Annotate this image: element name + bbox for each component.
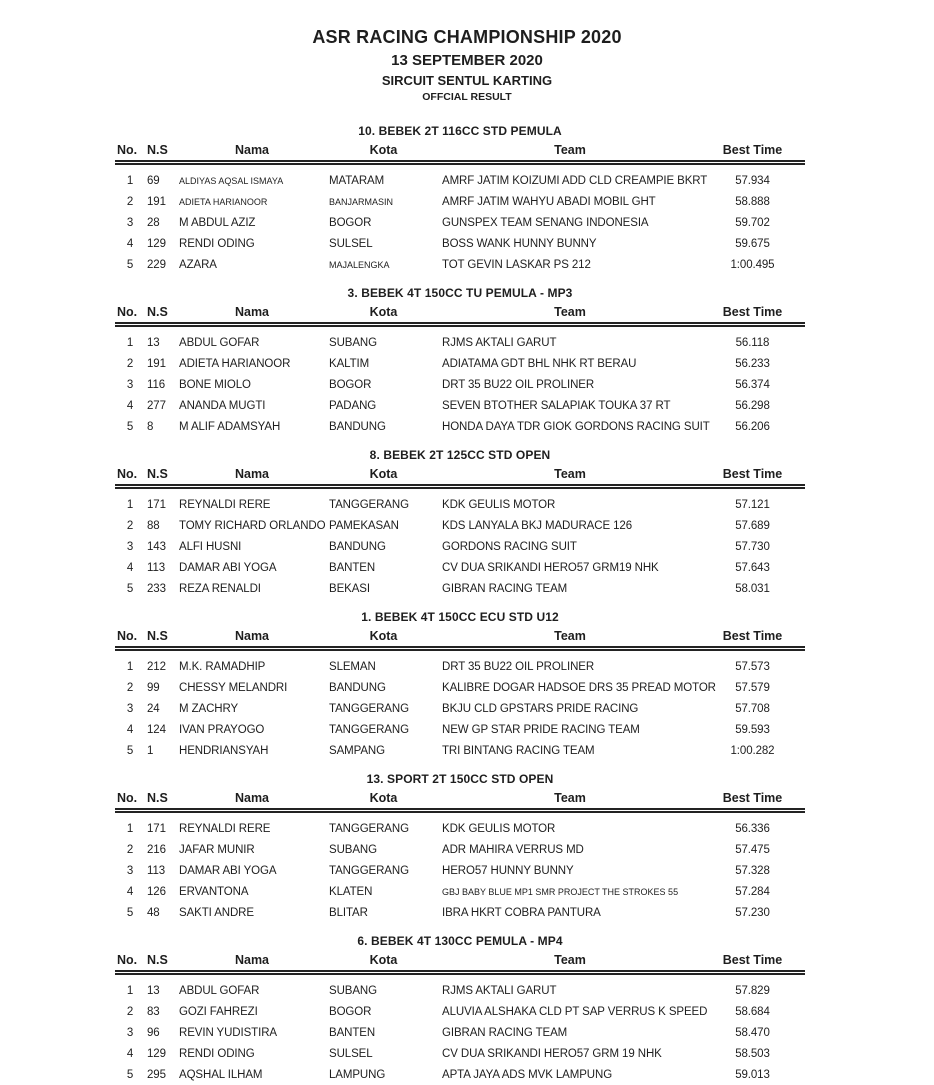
table-row	[115, 881, 805, 902]
cell-position: 5	[115, 740, 145, 761]
cell-position: 5	[115, 578, 145, 599]
cell-team: AMRF JATIM KOIZUMI ADD CLD CREAMPIE BKRT	[440, 163, 700, 192]
cell-city: TANGGERANG	[327, 719, 440, 740]
cell-start-number: 277	[145, 395, 177, 416]
cell-start-number: 83	[145, 1001, 177, 1022]
race-class-section	[0, 610, 934, 761]
table-row	[115, 557, 805, 578]
table-row	[115, 860, 805, 881]
cell-start-number: 88	[145, 515, 177, 536]
cell-team: KDS LANYALA BKJ MADURACE 126	[440, 515, 700, 536]
cell-start-number: 113	[145, 557, 177, 578]
cell-team: APTA JAYA ADS MVK LAMPUNG	[440, 1064, 700, 1085]
column-header-no: No.	[115, 466, 145, 487]
cell-position: 1	[115, 649, 145, 678]
cell-city: BANDUNG	[327, 536, 440, 557]
cell-team: DRT 35 BU22 OIL PROLINER	[440, 374, 700, 395]
section-title: 1. BEBEK 4T 150CC ECU STD U12	[115, 610, 805, 624]
cell-team: GIBRAN RACING TEAM	[440, 578, 700, 599]
cell-city: SUBANG	[327, 839, 440, 860]
cell-city: SUBANG	[327, 973, 440, 1002]
table-header	[115, 790, 805, 811]
table-row	[115, 1043, 805, 1064]
table-row	[115, 973, 805, 1002]
cell-city: BOGOR	[327, 1001, 440, 1022]
cell-team: SEVEN BTOTHER SALAPIAK TOUKA 37 RT	[440, 395, 700, 416]
table-header-row	[115, 628, 805, 649]
cell-team: GORDONS RACING SUIT	[440, 536, 700, 557]
cell-city: SAMPANG	[327, 740, 440, 761]
cell-city: BLITAR	[327, 902, 440, 923]
column-header-nama: Nama	[177, 628, 327, 649]
cell-start-number: 171	[145, 811, 177, 840]
cell-city: TANGGERANG	[327, 487, 440, 516]
cell-rider-name: ALDIYAS AQSAL ISMAYA	[177, 163, 327, 192]
table-header-row	[115, 304, 805, 325]
column-header-no: No.	[115, 952, 145, 973]
cell-team: KDK GEULIS MOTOR	[440, 811, 700, 840]
cell-best-time: 59.593	[700, 719, 805, 740]
table-header	[115, 952, 805, 973]
table-row	[115, 740, 805, 761]
cell-position: 1	[115, 163, 145, 192]
results-table	[115, 304, 805, 437]
cell-best-time: 57.573	[700, 649, 805, 678]
cell-team: TOT GEVIN LASKAR PS 212	[440, 254, 700, 275]
cell-start-number: 129	[145, 1043, 177, 1064]
cell-best-time: 57.934	[700, 163, 805, 192]
table-row	[115, 325, 805, 354]
section-title: 6. BEBEK 4T 130CC PEMULA - MP4	[115, 934, 805, 948]
column-header-ns: N.S	[145, 142, 177, 163]
cell-best-time: 57.708	[700, 698, 805, 719]
table-row	[115, 191, 805, 212]
cell-best-time: 59.013	[700, 1064, 805, 1085]
cell-start-number: 113	[145, 860, 177, 881]
championship-title: ASR RACING CHAMPIONSHIP 2020	[0, 27, 934, 48]
cell-city: PAMEKASAN	[327, 515, 440, 536]
column-header-nama: Nama	[177, 466, 327, 487]
cell-rider-name: REYNALDI RERE	[177, 487, 327, 516]
column-header-no: No.	[115, 142, 145, 163]
cell-best-time: 57.643	[700, 557, 805, 578]
cell-city: BOGOR	[327, 374, 440, 395]
cell-position: 4	[115, 1043, 145, 1064]
cell-best-time: 56.233	[700, 353, 805, 374]
table-row	[115, 1022, 805, 1043]
column-header-kota: Kota	[327, 304, 440, 325]
cell-position: 1	[115, 325, 145, 354]
cell-city: TANGGERANG	[327, 811, 440, 840]
cell-city: MATARAM	[327, 163, 440, 192]
cell-best-time: 56.298	[700, 395, 805, 416]
column-header-nama: Nama	[177, 952, 327, 973]
cell-position: 2	[115, 1001, 145, 1022]
cell-position: 5	[115, 254, 145, 275]
cell-position: 4	[115, 557, 145, 578]
cell-team: DRT 35 BU22 OIL PROLINER	[440, 649, 700, 678]
cell-rider-name: DAMAR ABI YOGA	[177, 860, 327, 881]
cell-start-number: 116	[145, 374, 177, 395]
cell-team: HERO57 HUNNY BUNNY	[440, 860, 700, 881]
cell-city: TANGGERANG	[327, 860, 440, 881]
cell-start-number: 96	[145, 1022, 177, 1043]
cell-city: SULSEL	[327, 1043, 440, 1064]
cell-team: GBJ BABY BLUE MP1 SMR PROJECT THE STROKES 55	[440, 881, 700, 902]
section-title: 3. BEBEK 4T 150CC TU PEMULA - MP3	[115, 286, 805, 300]
cell-city: KLATEN	[327, 881, 440, 902]
cell-rider-name: AZARA	[177, 254, 327, 275]
cell-start-number: 28	[145, 212, 177, 233]
column-header-best-time: Best Time	[700, 790, 805, 811]
cell-city: BANTEN	[327, 557, 440, 578]
official-result-label: OFFCIAL RESULT	[0, 91, 934, 103]
table-row	[115, 902, 805, 923]
cell-rider-name: REVIN YUDISTIRA	[177, 1022, 327, 1043]
cell-start-number: 212	[145, 649, 177, 678]
results-sections	[0, 124, 934, 1085]
cell-best-time: 57.328	[700, 860, 805, 881]
cell-team: CV DUA SRIKANDI HERO57 GRM19 NHK	[440, 557, 700, 578]
cell-rider-name: DAMAR ABI YOGA	[177, 557, 327, 578]
cell-rider-name: REYNALDI RERE	[177, 811, 327, 840]
table-header-row	[115, 466, 805, 487]
cell-position: 5	[115, 416, 145, 437]
table-row	[115, 677, 805, 698]
results-table	[115, 952, 805, 1085]
table-row	[115, 353, 805, 374]
cell-city: TANGGERANG	[327, 698, 440, 719]
cell-start-number: 126	[145, 881, 177, 902]
cell-position: 3	[115, 698, 145, 719]
column-header-nama: Nama	[177, 142, 327, 163]
cell-city: BEKASI	[327, 578, 440, 599]
cell-position: 3	[115, 536, 145, 557]
cell-city: KALTIM	[327, 353, 440, 374]
table-row	[115, 515, 805, 536]
cell-rider-name: M ALIF ADAMSYAH	[177, 416, 327, 437]
table-body	[115, 811, 805, 924]
cell-team: KDK GEULIS MOTOR	[440, 487, 700, 516]
table-header-row	[115, 142, 805, 163]
cell-team: GIBRAN RACING TEAM	[440, 1022, 700, 1043]
cell-team: BKJU CLD GPSTARS PRIDE RACING	[440, 698, 700, 719]
race-class-section	[0, 448, 934, 599]
column-header-best-time: Best Time	[700, 304, 805, 325]
cell-start-number: 99	[145, 677, 177, 698]
cell-position: 4	[115, 233, 145, 254]
column-header-ns: N.S	[145, 628, 177, 649]
table-body	[115, 487, 805, 600]
column-header-best-time: Best Time	[700, 952, 805, 973]
column-header-team: Team	[440, 142, 700, 163]
cell-start-number: 216	[145, 839, 177, 860]
table-body	[115, 163, 805, 276]
cell-start-number: 13	[145, 973, 177, 1002]
cell-position: 3	[115, 374, 145, 395]
column-header-kota: Kota	[327, 466, 440, 487]
cell-rider-name: ALFI HUSNI	[177, 536, 327, 557]
document-header	[0, 0, 934, 103]
cell-rider-name: ABDUL GOFAR	[177, 325, 327, 354]
cell-position: 5	[115, 1064, 145, 1085]
table-row	[115, 163, 805, 192]
cell-city: BANJARMASIN	[327, 191, 440, 212]
cell-team: ALUVIA ALSHAKA CLD PT SAP VERRUS K SPEED	[440, 1001, 700, 1022]
column-header-no: No.	[115, 304, 145, 325]
cell-best-time: 57.284	[700, 881, 805, 902]
cell-position: 2	[115, 515, 145, 536]
cell-start-number: 229	[145, 254, 177, 275]
cell-team: ADIATAMA GDT BHL NHK RT BERAU	[440, 353, 700, 374]
cell-rider-name: ADIETA HARIANOOR	[177, 191, 327, 212]
cell-city: PADANG	[327, 395, 440, 416]
table-row	[115, 536, 805, 557]
column-header-team: Team	[440, 466, 700, 487]
cell-team: CV DUA SRIKANDI HERO57 GRM 19 NHK	[440, 1043, 700, 1064]
column-header-team: Team	[440, 952, 700, 973]
cell-position: 2	[115, 839, 145, 860]
table-row	[115, 416, 805, 437]
race-class-section	[0, 124, 934, 275]
cell-team: TRI BINTANG RACING TEAM	[440, 740, 700, 761]
column-header-kota: Kota	[327, 142, 440, 163]
cell-best-time: 56.336	[700, 811, 805, 840]
table-header-row	[115, 952, 805, 973]
cell-best-time: 58.888	[700, 191, 805, 212]
cell-start-number: 191	[145, 191, 177, 212]
cell-rider-name: AQSHAL ILHAM	[177, 1064, 327, 1085]
cell-rider-name: M ABDUL AZIZ	[177, 212, 327, 233]
column-header-ns: N.S	[145, 466, 177, 487]
cell-best-time: 57.689	[700, 515, 805, 536]
table-row	[115, 811, 805, 840]
column-header-best-time: Best Time	[700, 142, 805, 163]
cell-start-number: 233	[145, 578, 177, 599]
table-row	[115, 487, 805, 516]
cell-position: 5	[115, 902, 145, 923]
cell-best-time: 58.503	[700, 1043, 805, 1064]
cell-rider-name: SAKTI ANDRE	[177, 902, 327, 923]
table-row	[115, 839, 805, 860]
cell-position: 1	[115, 487, 145, 516]
cell-best-time: 59.702	[700, 212, 805, 233]
cell-start-number: 129	[145, 233, 177, 254]
cell-rider-name: ANANDA MUGTI	[177, 395, 327, 416]
column-header-nama: Nama	[177, 790, 327, 811]
cell-start-number: 1	[145, 740, 177, 761]
cell-best-time: 58.470	[700, 1022, 805, 1043]
column-header-team: Team	[440, 790, 700, 811]
cell-rider-name: ABDUL GOFAR	[177, 973, 327, 1002]
table-header	[115, 304, 805, 325]
cell-team: RJMS AKTALI GARUT	[440, 325, 700, 354]
cell-start-number: 171	[145, 487, 177, 516]
cell-position: 3	[115, 1022, 145, 1043]
results-table	[115, 466, 805, 599]
cell-position: 2	[115, 191, 145, 212]
cell-start-number: 124	[145, 719, 177, 740]
cell-rider-name: ADIETA HARIANOOR	[177, 353, 327, 374]
cell-best-time: 56.206	[700, 416, 805, 437]
cell-best-time: 58.684	[700, 1001, 805, 1022]
cell-team: NEW GP STAR PRIDE RACING TEAM	[440, 719, 700, 740]
results-table	[115, 628, 805, 761]
table-row	[115, 233, 805, 254]
cell-position: 4	[115, 395, 145, 416]
cell-city: BANTEN	[327, 1022, 440, 1043]
race-class-section	[0, 286, 934, 437]
cell-best-time: 1:00.495	[700, 254, 805, 275]
column-header-team: Team	[440, 304, 700, 325]
cell-team: GUNSPEX TEAM SENANG INDONESIA	[440, 212, 700, 233]
section-title: 10. BEBEK 2T 116CC STD PEMULA	[115, 124, 805, 138]
cell-team: IBRA HKRT COBRA PANTURA	[440, 902, 700, 923]
column-header-team: Team	[440, 628, 700, 649]
cell-start-number: 191	[145, 353, 177, 374]
cell-rider-name: CHESSY MELANDRI	[177, 677, 327, 698]
column-header-no: No.	[115, 790, 145, 811]
cell-best-time: 56.118	[700, 325, 805, 354]
cell-city: BOGOR	[327, 212, 440, 233]
cell-best-time: 1:00.282	[700, 740, 805, 761]
cell-city: SUBANG	[327, 325, 440, 354]
column-header-best-time: Best Time	[700, 628, 805, 649]
section-title: 13. SPORT 2T 150CC STD OPEN	[115, 772, 805, 786]
cell-position: 1	[115, 811, 145, 840]
table-row	[115, 254, 805, 275]
cell-team: HONDA DAYA TDR GIOK GORDONS RACING SUIT	[440, 416, 700, 437]
cell-rider-name: JAFAR MUNIR	[177, 839, 327, 860]
cell-rider-name: TOMY RICHARD ORLANDO	[177, 515, 327, 536]
table-row	[115, 1064, 805, 1085]
cell-team: ADR MAHIRA VERRUS MD	[440, 839, 700, 860]
cell-start-number: 295	[145, 1064, 177, 1085]
column-header-no: No.	[115, 628, 145, 649]
table-body	[115, 973, 805, 1085]
table-header	[115, 142, 805, 163]
table-body	[115, 325, 805, 438]
column-header-nama: Nama	[177, 304, 327, 325]
cell-position: 2	[115, 677, 145, 698]
cell-rider-name: IVAN PRAYOGO	[177, 719, 327, 740]
table-row	[115, 719, 805, 740]
cell-best-time: 57.829	[700, 973, 805, 1002]
cell-city: SLEMAN	[327, 649, 440, 678]
cell-best-time: 58.031	[700, 578, 805, 599]
column-header-kota: Kota	[327, 628, 440, 649]
results-table	[115, 142, 805, 275]
section-title: 8. BEBEK 2T 125CC STD OPEN	[115, 448, 805, 462]
cell-start-number: 48	[145, 902, 177, 923]
cell-rider-name: RENDI ODING	[177, 1043, 327, 1064]
cell-best-time: 57.475	[700, 839, 805, 860]
race-class-section	[0, 934, 934, 1085]
cell-start-number: 24	[145, 698, 177, 719]
column-header-ns: N.S	[145, 304, 177, 325]
table-body	[115, 649, 805, 762]
event-venue: SIRCUIT SENTUL KARTING	[0, 73, 934, 88]
race-class-section	[0, 772, 934, 923]
cell-city: LAMPUNG	[327, 1064, 440, 1085]
cell-best-time: 59.675	[700, 233, 805, 254]
cell-city: BANDUNG	[327, 416, 440, 437]
column-header-kota: Kota	[327, 790, 440, 811]
cell-position: 3	[115, 860, 145, 881]
table-row	[115, 698, 805, 719]
cell-rider-name: REZA RENALDI	[177, 578, 327, 599]
cell-rider-name: GOZI FAHREZI	[177, 1001, 327, 1022]
cell-team: KALIBRE DOGAR HADSOE DRS 35 PREAD MOTOR	[440, 677, 700, 698]
cell-city: BANDUNG	[327, 677, 440, 698]
column-header-best-time: Best Time	[700, 466, 805, 487]
cell-best-time: 56.374	[700, 374, 805, 395]
cell-team: AMRF JATIM WAHYU ABADI MOBIL GHT	[440, 191, 700, 212]
table-header	[115, 628, 805, 649]
table-row	[115, 395, 805, 416]
cell-start-number: 13	[145, 325, 177, 354]
table-row	[115, 578, 805, 599]
cell-position: 1	[115, 973, 145, 1002]
cell-team: BOSS WANK HUNNY BUNNY	[440, 233, 700, 254]
cell-best-time: 57.230	[700, 902, 805, 923]
column-header-ns: N.S	[145, 790, 177, 811]
cell-start-number: 8	[145, 416, 177, 437]
cell-position: 4	[115, 719, 145, 740]
cell-city: MAJALENGKA	[327, 254, 440, 275]
cell-start-number: 69	[145, 163, 177, 192]
table-row	[115, 1001, 805, 1022]
cell-city: SULSEL	[327, 233, 440, 254]
table-row	[115, 649, 805, 678]
event-date: 13 SEPTEMBER 2020	[0, 52, 934, 69]
results-table	[115, 790, 805, 923]
cell-rider-name: ERVANTONA	[177, 881, 327, 902]
cell-best-time: 57.579	[700, 677, 805, 698]
cell-rider-name: M ZACHRY	[177, 698, 327, 719]
cell-rider-name: M.K. RAMADHIP	[177, 649, 327, 678]
cell-best-time: 57.121	[700, 487, 805, 516]
cell-position: 4	[115, 881, 145, 902]
cell-position: 3	[115, 212, 145, 233]
table-row	[115, 212, 805, 233]
column-header-kota: Kota	[327, 952, 440, 973]
cell-rider-name: BONE MIOLO	[177, 374, 327, 395]
column-header-ns: N.S	[145, 952, 177, 973]
cell-rider-name: HENDRIANSYAH	[177, 740, 327, 761]
table-header-row	[115, 790, 805, 811]
cell-rider-name: RENDI ODING	[177, 233, 327, 254]
cell-best-time: 57.730	[700, 536, 805, 557]
cell-position: 2	[115, 353, 145, 374]
table-header	[115, 466, 805, 487]
table-row	[115, 374, 805, 395]
cell-team: RJMS AKTALI GARUT	[440, 973, 700, 1002]
cell-start-number: 143	[145, 536, 177, 557]
